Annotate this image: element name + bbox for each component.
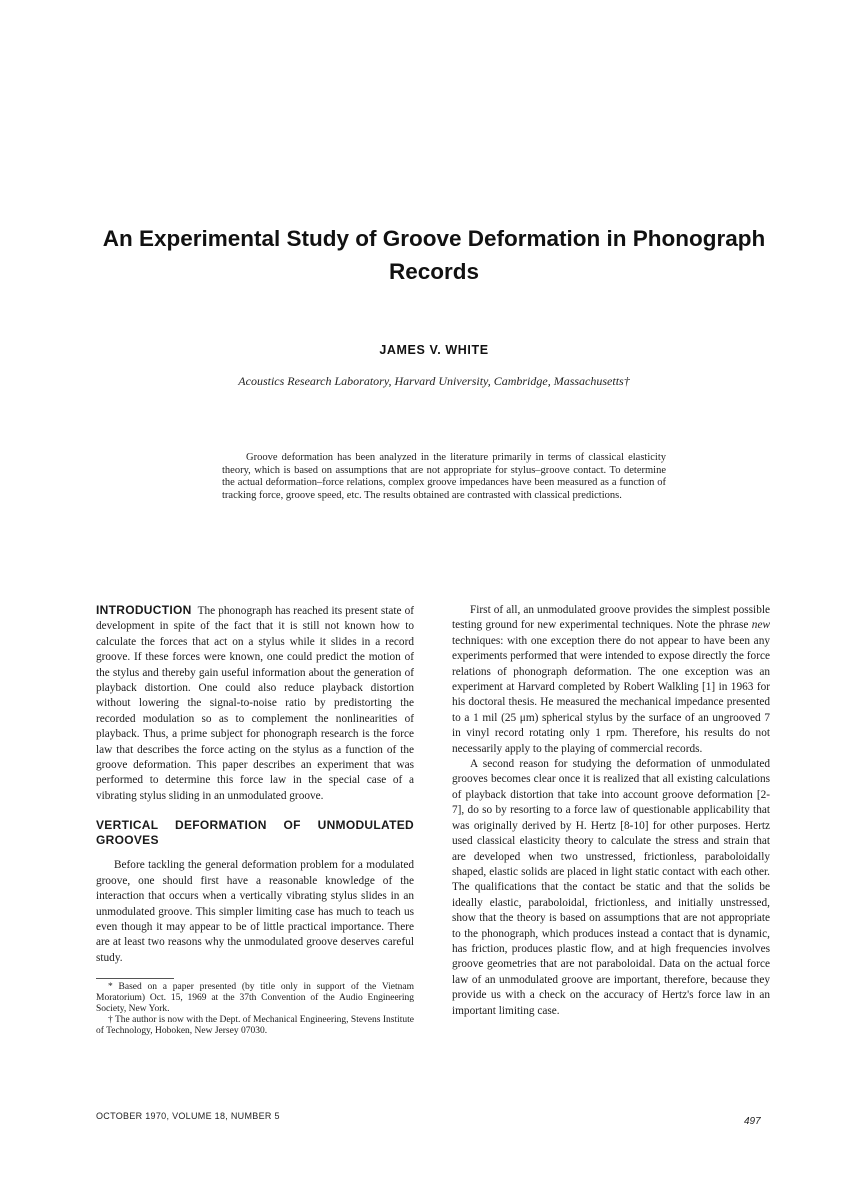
right-paragraph-1 [452,603,770,757]
right-p1-emphasis: new [751,619,770,632]
footnote-divider [96,978,174,979]
section-paragraph: Before tackling the general deformation problem for a modulated groove, one should first have a reasonable knowledge of the interaction that occurs when a vertically vibrating stylus slides in an unmodulated groove. This simpler limiting case has much to teach us even though it may appear to be of little practical importance. There are at least two reasons why the unmodulated groove deserves careful study. [96,859,414,964]
section-heading-vertical-deformation: VERTICAL DEFORMATION OF UNMODULATED GROOVES [96,818,414,848]
affiliation-text: Acoustics Research Laboratory, Harvard University, Cambridge, Massachusetts [238,374,624,388]
affiliation-footnote-mark: † [623,374,630,388]
author-name: JAMES V. WHITE [379,343,489,357]
abstract [222,452,666,502]
page-number: 497 [744,1116,761,1127]
footnotes [96,978,414,1037]
footnote-1: * Based on a paper presented (by title only in support of the Vietnam Moratorium) Oct. 15, 1969 at the 37th Convention of the Audio Engineering Society, New York. [96,982,414,1015]
abstract-text: Groove deformation has been analyzed in the literature primarily in terms of classical elasticity theory, which is based on assumptions that are not appropriate for stylus–groove contact. To determine the actual deformation–force relations, complex groove impedances have been measured as a function of tracking force, groove speed, etc. The results obtained are contrasted with classical predictions. [222,452,666,501]
right-column [452,603,770,1019]
right-paragraph-2: A second reason for studying the deformation of unmodulated grooves becomes clear once it is realized that all existing calculations of playback distortion that take into account groove deformation [2-7], do so by resorting to a force law of questionable applicability that was originally derived by H. Hertz [8-10] for other purposes. Hertz used classical elasticity theory to calculate the stress and strain that are developed when two unstressed, frictionless, paraboloidally shaped, elastic solids are placed in light static contact with each other. The qualifications that the contact be static and that the solids be ideally elastic, paraboloidal, frictionless, and initially unstressed, show that the theory is based on assumptions that are not appropriate to the phonograph, which produces instead a contact that is dynamic, has friction, produces plastic flow, and at high frequencies involves groove geometries that are not paraboloidal. Data on the actual force law of an unmodulated groove are important, therefore, because they provide us with a check on the accuracy of Hertz's force law in an important limiting case. [452,758,770,1017]
introduction-heading: INTRODUCTION [96,603,192,617]
left-column [96,603,414,1037]
paper-title: An Experimental Study of Groove Deformation in Phonograph Records [102,226,766,284]
right-p1-start: First of all, an unmodulated groove provides the simplest possible testing ground for new experimental techniques. Note the phrase [452,604,770,632]
introduction-paragraph [96,603,414,804]
journal-footer: OCTOBER 1970, VOLUME 18, NUMBER 5 [96,1111,280,1121]
footnote-2: † The author is now with the Dept. of Mechanical Engineering, Stevens Institute of Technology, Hoboken, New Jersey 07030. [96,1015,414,1037]
introduction-text: The phonograph has reached its present state of development in spite of the fact that it is still not known how to calculate the forces that act on a stylus while it slides in a record groove. If these forces were known, one could predict the motion of the stylus and thereby gain useful information about the generation of playback distortion. One could also reduce playback distortion without lowering the signal-to-noise ratio by predistorting the recorded modulation so as to complement the nonlinearities of playback. Thus, a prime subject for phonograph research is the force law that describes the force acting on the stylus as a function of the groove deformation. This paper describes an experiment that was performed to determine this force law in the special case of a vibrating stylus sliding in an unmodulated groove. [96,605,414,802]
right-p1-end: techniques: with one exception there do not appear to have been any experiments performed that were intended to expose directly the force relations of phonograph deformation. The one exception was an experiment at Harvard completed by Robert Walkling [1] in 1963 for his doctoral thesis. He measured the mechanical impedance presented to a 1 mil (25 μm) spherical stylus by the surface of an ungrooved 7 in vinyl record rotating only 1 rpm. Therefore, his results do not necessarily apply to the playing of commercial records. [452,634,770,755]
author-affiliation [100,374,768,389]
